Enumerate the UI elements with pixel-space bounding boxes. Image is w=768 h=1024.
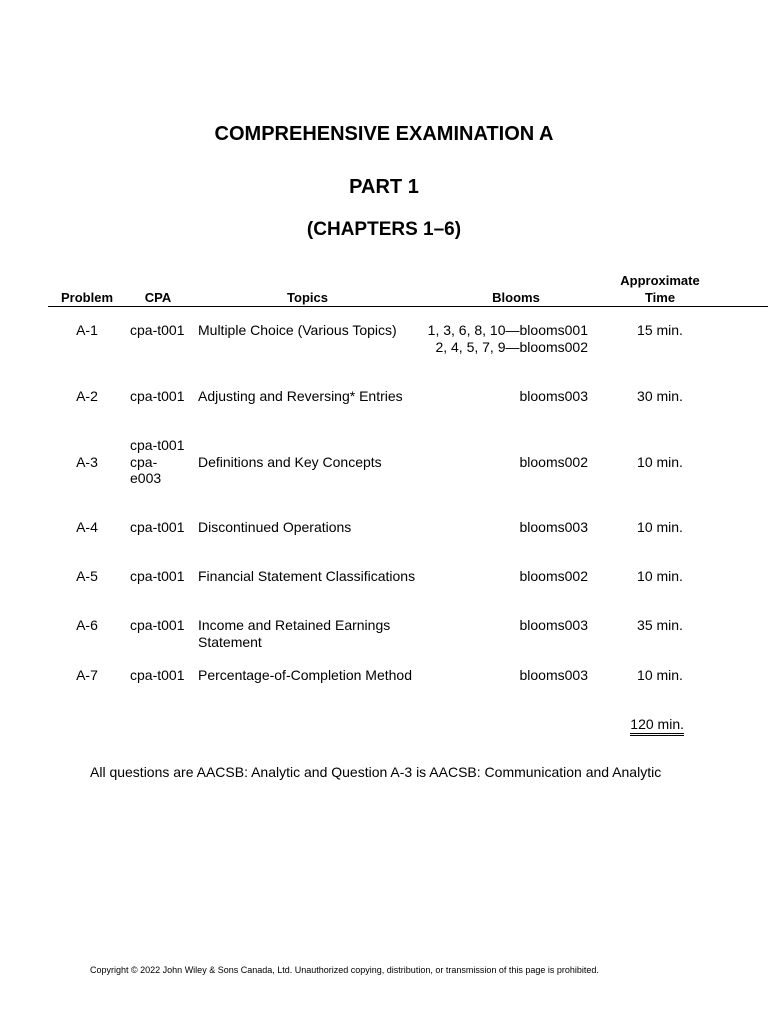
time-cell: 10 min. bbox=[637, 454, 683, 470]
blooms-cell: blooms002 bbox=[519, 568, 588, 584]
problem-cell: A-1 bbox=[76, 322, 98, 338]
topic-cell: Multiple Choice (Various Topics) bbox=[198, 322, 397, 338]
time-cell: 10 min. bbox=[637, 568, 683, 584]
cpa-cell: cpa-t001 bbox=[130, 617, 185, 633]
cpa-cell: cpa-t001 bbox=[130, 568, 185, 584]
total-time bbox=[618, 716, 684, 732]
blooms-cell: blooms003 bbox=[519, 667, 588, 683]
part-heading: PART 1 bbox=[349, 176, 419, 198]
topic-cell: Definitions and Key Concepts bbox=[198, 454, 382, 470]
blooms-cell: blooms003 bbox=[519, 617, 588, 633]
header-time-line2: Time bbox=[644, 290, 676, 305]
header-cpa: CPA bbox=[144, 290, 172, 305]
chapters-heading: (CHAPTERS 1–6) bbox=[306, 219, 462, 240]
exam-title: COMPREHENSIVE EXAMINATION A bbox=[214, 123, 554, 145]
header-blooms: Blooms bbox=[492, 290, 540, 305]
topic-cell: Adjusting and Reversing* Entries bbox=[198, 388, 403, 404]
topic-cell: Financial Statement Classifications bbox=[198, 568, 416, 584]
aacsb-note: All questions are AACSB: Analytic and Question A-3 is AACSB: Communication and Analytic bbox=[90, 764, 662, 780]
problem-cell: A-5 bbox=[76, 568, 98, 584]
topic-cell: Percentage-of-Completion Method bbox=[198, 667, 413, 683]
header-time-line1: Approximate bbox=[620, 273, 700, 288]
total-time-value: 120 min. bbox=[630, 716, 684, 736]
problem-cell: A-2 bbox=[76, 388, 98, 404]
time-cell: 10 min. bbox=[637, 667, 683, 683]
header-topics: Topics bbox=[287, 290, 328, 305]
topic-cell: Income and Retained Earnings Statement bbox=[198, 617, 391, 650]
header-problem: Problem bbox=[60, 290, 113, 305]
cpa-cell: cpa-t001 bbox=[130, 388, 185, 404]
cpa-cell: cpa-t001 bbox=[130, 667, 185, 683]
blooms-cell: 1, 3, 6, 8, 10—blooms001 2, 4, 5, 7, 9—blooms002 bbox=[427, 322, 588, 355]
time-cell: 15 min. bbox=[637, 322, 683, 338]
time-cell: 30 min. bbox=[637, 388, 683, 404]
problem-cell: A-4 bbox=[76, 519, 98, 535]
header-rule bbox=[48, 306, 768, 307]
time-cell: 10 min. bbox=[637, 519, 683, 535]
problem-cell: A-3 bbox=[76, 454, 98, 470]
blooms-cell: blooms003 bbox=[519, 519, 588, 535]
cpa-cell: cpa-t001 bbox=[130, 322, 185, 338]
cpa-cell: cpa-t001 cpa- e003 bbox=[130, 437, 185, 486]
problem-cell: A-6 bbox=[76, 617, 98, 633]
copyright-footer: Copyright © 2022 John Wiley & Sons Canada, Ltd. Unauthorized copying, distribution, or transmission of this page is prohibited. bbox=[90, 965, 599, 975]
cpa-cell: cpa-t001 bbox=[130, 519, 185, 535]
topic-cell: Discontinued Operations bbox=[198, 519, 352, 535]
blooms-cell: blooms003 bbox=[519, 388, 588, 404]
time-cell: 35 min. bbox=[637, 617, 683, 633]
blooms-cell: blooms002 bbox=[519, 454, 588, 470]
problem-cell: A-7 bbox=[76, 667, 98, 683]
